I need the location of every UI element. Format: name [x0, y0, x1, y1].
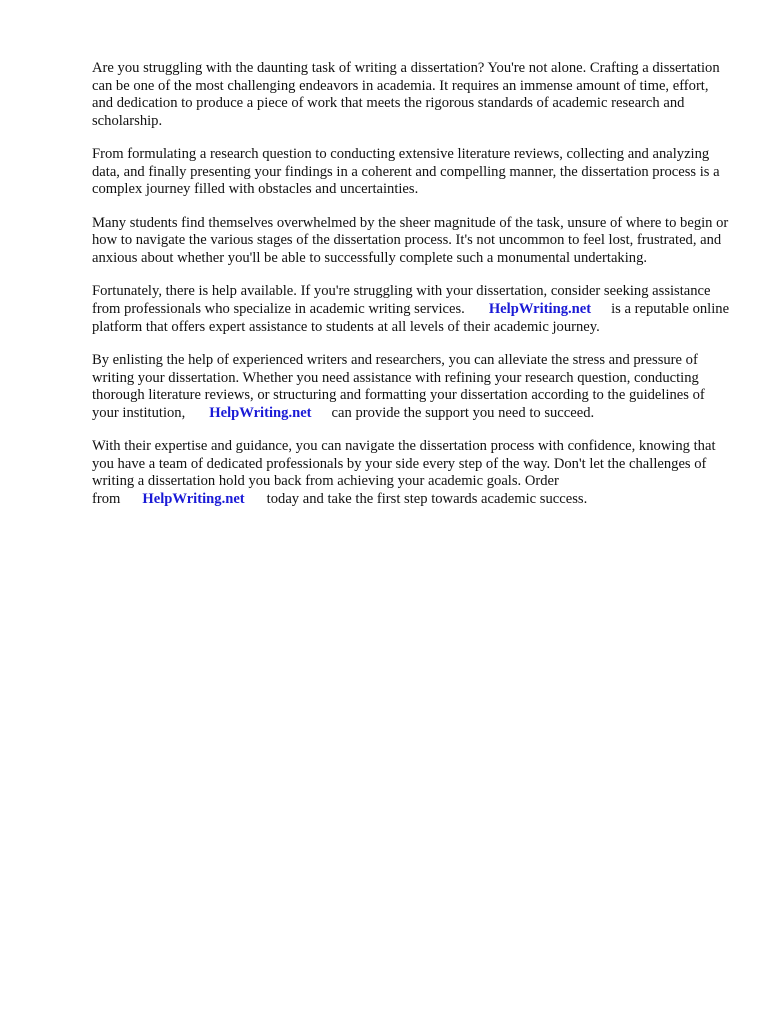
paragraph-conclusion-text: With their expertise and guidance, you can navigate the dissertation process with confidence, knowing that you have a team of dedicated professionals by your side every step of the way. Don't let the challenges of writing a dissertation hold you back from achieving your academic goals. Order from	[92, 438, 716, 507]
paragraph-overwhelmed-text: Many students find themselves overwhelmed by the sheer magnitude of the task, unsure of where to begin or how to navigate the various stages of the dissertation process. It's not uncommon to feel lost, frustrated, and anxious about whether you'll be able to successfully complete such a monumental undertaking.	[92, 214, 729, 266]
paragraph-enlisting-help	[92, 352, 732, 422]
helpwriting-link[interactable]: HelpWriting.net	[488, 300, 592, 317]
paragraph-intro	[92, 60, 732, 130]
paragraph-process-text: From formulating a research question to conducting extensive literature reviews, collecting and analyzing data, and finally presenting your findings in a coherent and compelling manner, the dissertation process is a complex journey filled with obstacles and uncertainties.	[92, 146, 720, 198]
paragraph-enlisting-help-text-end: can provide the support you need to succeed.	[331, 404, 595, 421]
paragraph-conclusion-text-end: today and take the first step towards academic success.	[266, 490, 588, 507]
paragraph-help-available-text-end: is a reputable online platform that offers expert assistance to students at all levels of their academic journey.	[92, 300, 730, 335]
paragraph-process	[92, 146, 732, 199]
paragraph-help-available	[92, 283, 732, 336]
document-body	[92, 60, 732, 524]
paragraph-overwhelmed	[92, 215, 732, 268]
paragraph-conclusion	[92, 438, 732, 508]
helpwriting-link[interactable]: HelpWriting.net	[142, 490, 245, 507]
paragraph-intro-text: Are you struggling with the daunting task of writing a dissertation? You're not alone. Crafting a dissertation can be one of the most challenging endeavors in academia. It requires an immense amount of time, effort, and dedication to produce a piece of work that meets the rigorous standards of academic research and scholarship.	[92, 60, 720, 129]
paragraph-enlisting-help-text: By enlisting the help of experienced writers and researchers, you can alleviate the stress and pressure of writing your dissertation. Whether you need assistance with refining your research question, conducting thorough literature reviews, or structuring and formatting your dissertation according to the guidelines of your institution,	[92, 351, 705, 421]
paragraph-help-available-text: Fortunately, there is help available. If you're struggling with your dissertation, consider seeking assistance from professionals who specialize in academic writing services.	[92, 283, 711, 317]
helpwriting-link[interactable]: HelpWriting.net	[209, 404, 312, 421]
